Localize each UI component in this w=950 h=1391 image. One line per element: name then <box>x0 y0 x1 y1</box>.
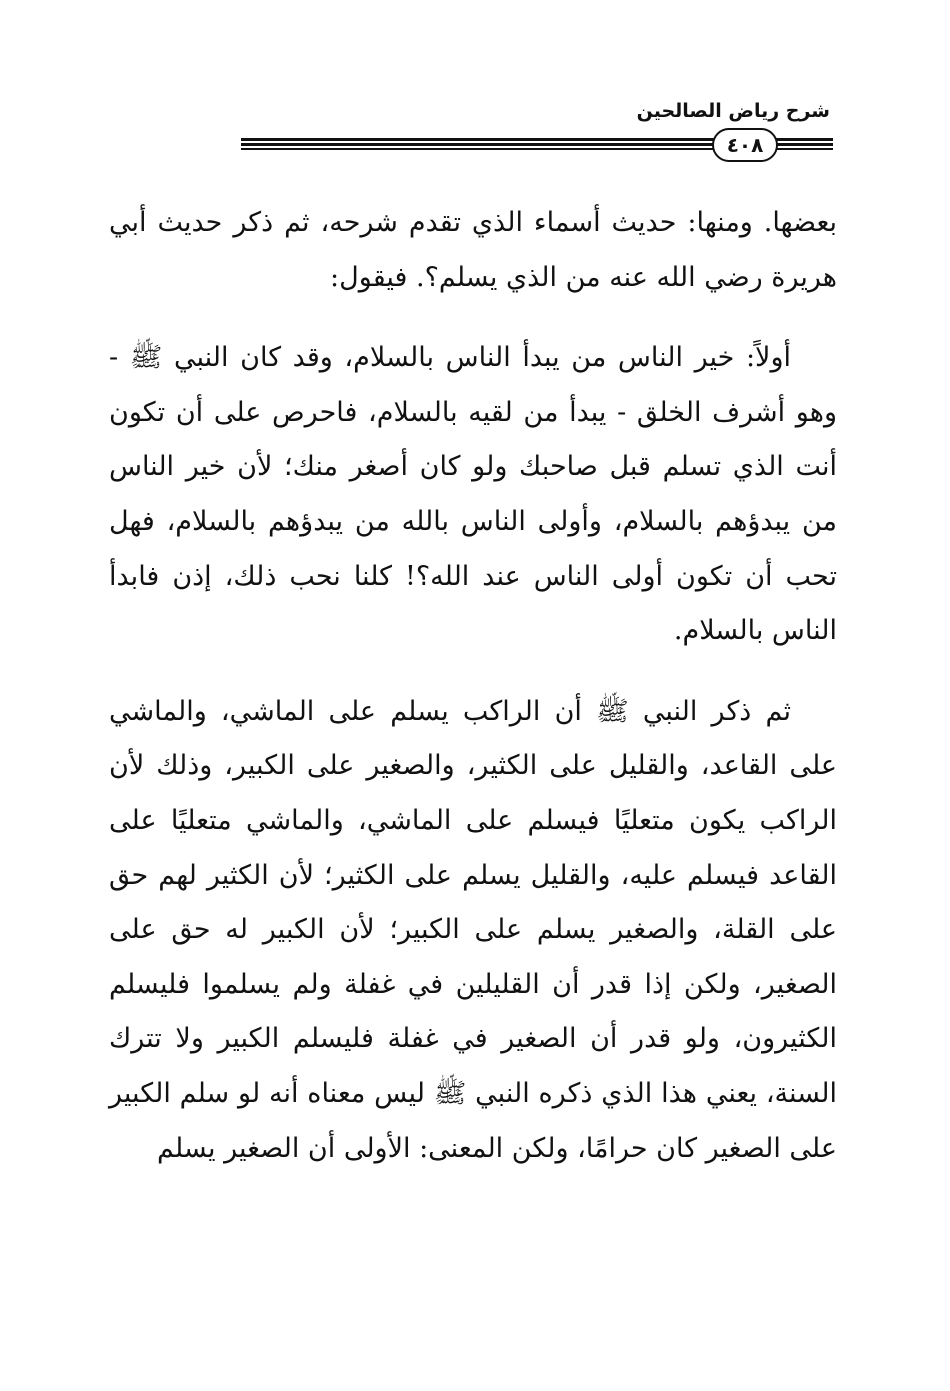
running-title: شرح رياض الصالحين <box>636 100 830 122</box>
paragraph-1: بعضها. ومنها: حديث أسماء الذي تقدم شرحه، ثم ذكر حديث أبي هريرة رضي الله عنه من الذي يسلم؟. فيقول: <box>109 207 837 293</box>
header-rule-tail <box>783 138 833 151</box>
paragraph-2: أولاً: خير الناس من يبدأ الناس بالسلام، وقد كان النبي ﷺ - وهو أشرف الخلق - يبدأ من لقيه بالسلام، فاحرص على أن تكون أنت الذي تسلم قبل صاحبك ولو كان أصغر منك؛ لأن خير الناس من يبدؤهم بالسلام، وأولى الناس بالله من يبدؤهم بالسلام، فهل تحب أن تكون أولى الناس عند الله؟! كلنا نحب ذلك، إذن فابدأ الناس بالسلام. <box>109 342 837 647</box>
paragraph-3: ثم ذكر النبي ﷺ أن الراكب يسلم على الماشي، والماشي على القاعد، والقليل على الكثير، والصغير على الكبير، وذلك لأن الراكب يكون متعليًا فيسلم على الماشي، والماشي متعليًا على القاعد فيسلم عليه، والقليل يسلم على الكثير؛ لأن الكثير لهم حق على القلة، والصغير يسلم على الكبير؛ لأن الكبير له حق على الصغير، ولكن إذا قدر أن القليلين في غفلة ولم يسلموا فليسلم الكثيرون، ولو قدر أن الصغير في غفلة فليسلم الكبير ولا تترك السنة، يعني هذا الذي ذكره النبي ﷺ ليس معناه أنه لو سلم الكبير على الصغير كان حرامًا، ولكن المعنى: الأولى أن الصغير يسلم <box>109 695 837 1164</box>
page-number: ٤٠٨ <box>712 128 778 162</box>
body-text <box>109 196 837 1176</box>
